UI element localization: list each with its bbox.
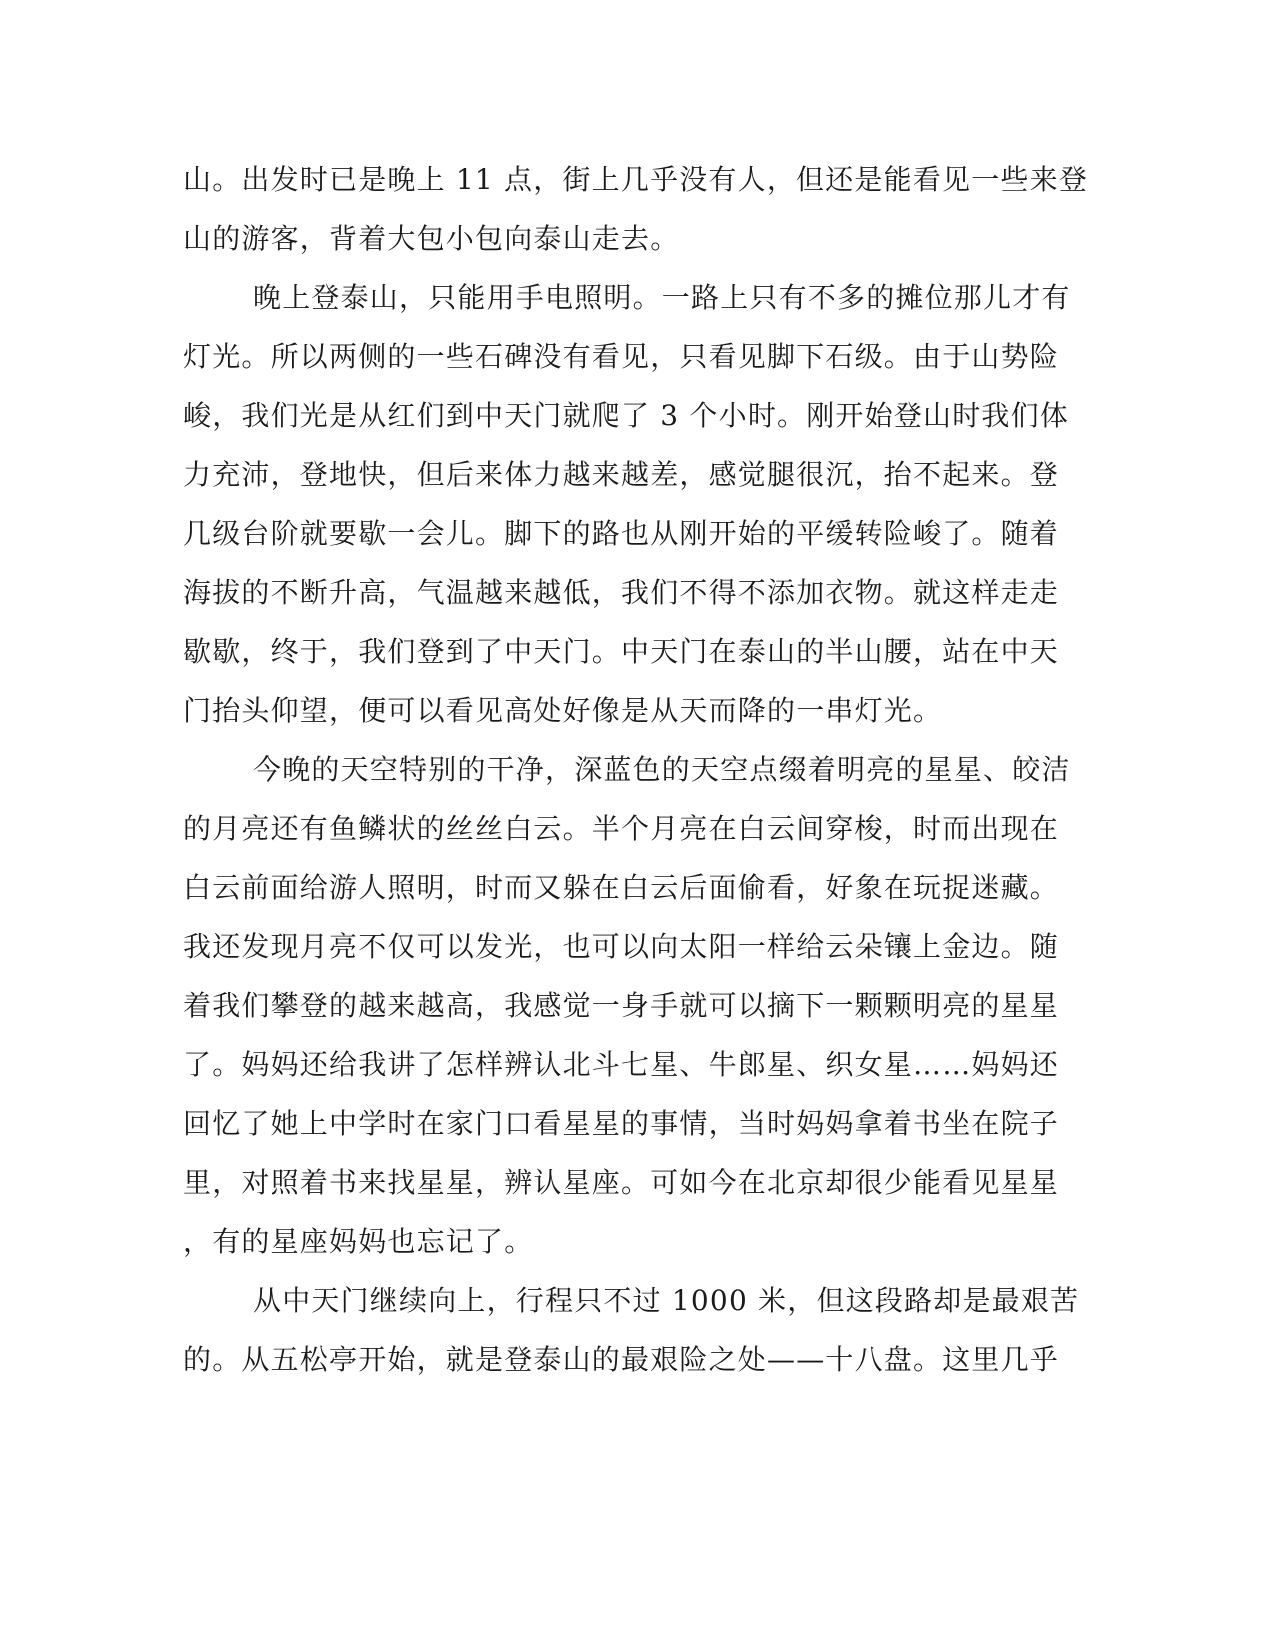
text-line: 的。从五松亭开始，就是登泰山的最艰险之处——十八盘。这里几乎: [183, 1343, 1060, 1376]
text-line: 山。出发时已是晚上 11 点，街上几乎没有人，但还是能看见一些来登: [183, 163, 1089, 196]
text-line: 了。妈妈还给我讲了怎样辨认北斗七星、牛郎星、织女星……妈妈还: [183, 1048, 1060, 1081]
text-line: ，有的星座妈妈也忘记了。: [183, 1225, 534, 1258]
paragraph-first-line: 从中天门继续向上，行程只不过 1000 米，但这段路却是最艰苦: [253, 1284, 1080, 1317]
text-line: 白云前面给游人照明，时而又躲在白云后面偷看，好象在玩捉迷藏。: [183, 871, 1060, 904]
body-text: [183, 150, 1089, 1389]
text-line: 峻，我们光是从红们到中天门就爬了 3 个小时。刚开始登山时我们体: [183, 399, 1070, 432]
text-line: 着我们攀登的越来越高，我感觉一身手就可以摘下一颗颗明亮的星星: [183, 989, 1060, 1022]
text-line: 回忆了她上中学时在家门口看星星的事情，当时妈妈拿着书坐在院子: [183, 1107, 1060, 1140]
text-line: 门抬头仰望，便可以看见高处好像是从天而降的一串灯光。: [183, 694, 943, 727]
text-line: 海拔的不断升高，气温越来越低，我们不得不添加衣物。就这样走走: [183, 576, 1060, 609]
text-line: 的月亮还有鱼鳞状的丝丝白云。半个月亮在白云间穿梭，时而出现在: [183, 812, 1060, 845]
paragraph-first-line: 晚上登泰山，只能用手电照明。一路上只有不多的摊位那儿才有: [253, 281, 1071, 314]
paragraph-first-line: 今晚的天空特别的干净，深蓝色的天空点缀着明亮的星星、皎洁: [253, 753, 1071, 786]
text-line: 里，对照着书来找星星，辨认星座。可如今在北京却很少能看见星星: [183, 1166, 1060, 1199]
text-line: 几级台阶就要歇一会儿。脚下的路也从刚开始的平缓转险峻了。随着: [183, 517, 1060, 550]
text-line: 力充沛，登地快，但后来体力越来越差，感觉腿很沉，抬不起来。登: [183, 458, 1060, 491]
text-line: 灯光。所以两侧的一些石碑没有看见，只看见脚下石级。由于山势险: [183, 340, 1060, 373]
text-line: 山的游客，背着大包小包向泰山走去。: [183, 222, 680, 255]
text-line: 我还发现月亮不仅可以发光，也可以向太阳一样给云朵镶上金边。随: [183, 930, 1060, 963]
text-line: 歇歇，终于，我们登到了中天门。中天门在泰山的半山腰，站在中天: [183, 635, 1060, 668]
